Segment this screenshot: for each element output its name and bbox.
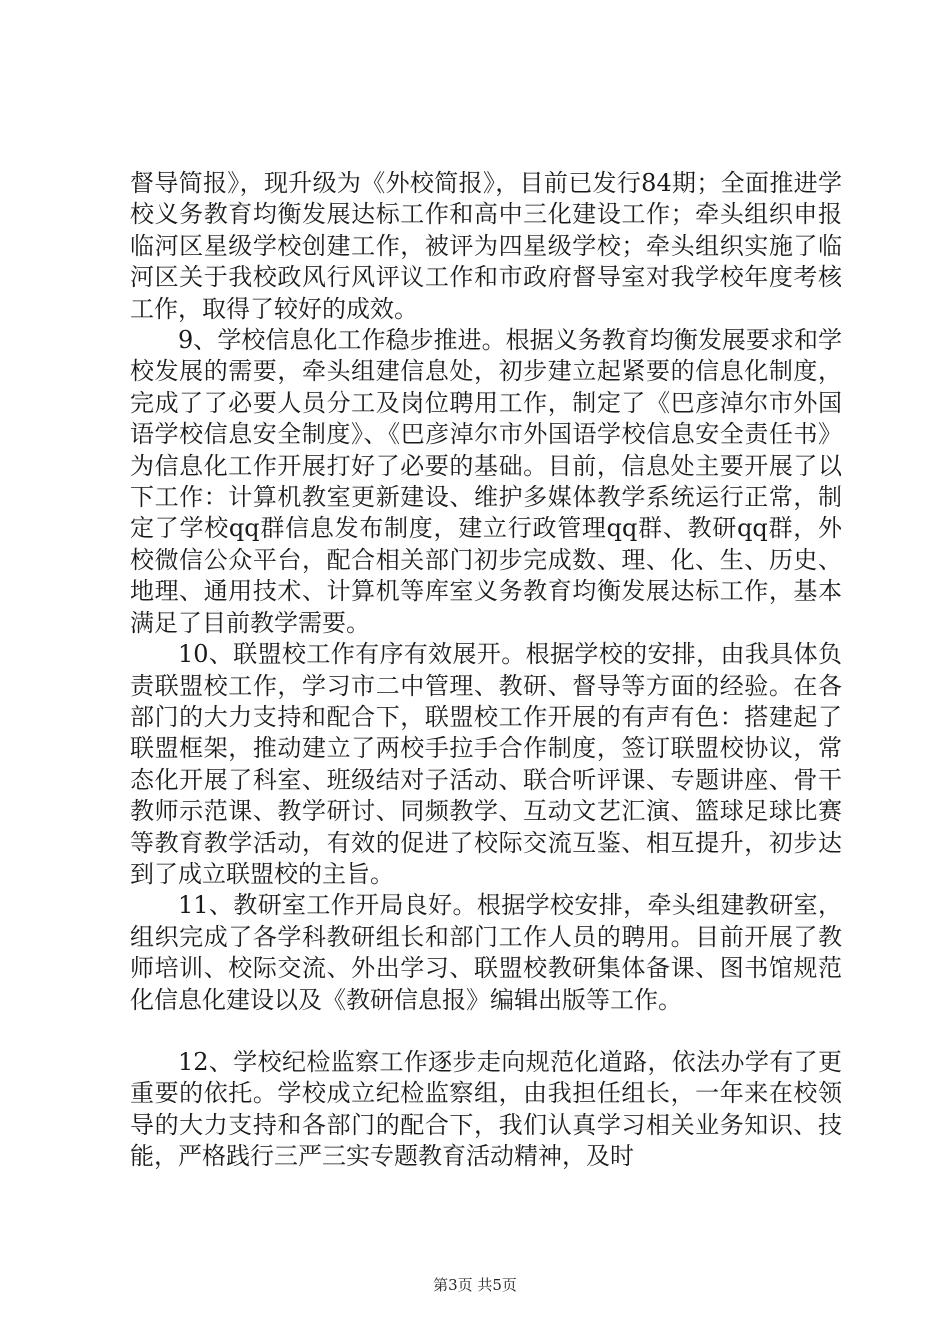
paragraph-item-10: 10、联盟校工作有序有效展开。根据学校的安排，由我具体负责联盟校工作，学习市二中管理、教研、督导等方面的经验。在各部门的大力支持和配合下，联盟校工作开展的有声有色：搭建起了联盟框架，推动建立了两校手拉手合作制度，签订联盟校协议，常态化开展了科室、班级结对子活动、联合听评课、专题讲座、骨干教师示范课、教学研讨、同频教学、互动文艺汇演、篮球足球比赛等教育教学活动，有效的促进了校际交流互鉴、相互提升，初步达到了成立联盟校的主旨。	[130, 640, 842, 888]
paragraph-item-9: 9、学校信息化工作稳步推进。根据义务教育均衡发展要求和学校发展的需要，牵头组建信息处，初步建立起紧要的信息化制度，完成了了必要人员分工及岗位聘用工作，制定了《巴彦淖尔市外国语学校信息安全制度》、《巴彦淖尔市外国语学校信息安全责任书》为信息化工作开展打好了必要的基础。目前，信息处主要开展了以下工作：计算机教室更新建设、维护多媒体教学系统运行正常，制定了学校qq群信息发布制度，建立行政管理qq群、教研qq群，外校微信公众平台，配合相关部门初步完成数、理、化、生、历史、地理、通用技术、计算机等库室义务教育均衡发展达标工作，基本满足了目前教学需要。	[130, 326, 842, 637]
paragraph-item-11: 11、教研室工作开局良好。根据学校安排，牵头组建教研室，组织完成了各学科教研组长和部门工作人员的聘用。目前开展了教师培训、校际交流、外出学习、联盟校教研集体备课、图书馆规范化信息化建设以及《教研信息报》编辑出版等工作。	[130, 891, 842, 1014]
paragraph-continuation: 督导简报》，现升级为《外校简报》，目前已发行84期；全面推进学校义务教育均衡发展达标工作和高中三化建设工作；牵头组织申报临河区星级学校创建工作，被评为四星级学校；牵头组织实施了临河区关于我校政风行风评议工作和市政府督导室对我学校年度考核工作，取得了较好的成效。	[130, 169, 842, 323]
paragraph-item-12: 12、学校纪检监察工作逐步走向规范化道路，依法办学有了更重要的依托。学校成立纪检监察组，由我担任组长，一年来在校领导的大力支持和各部门的配合下，我们认真学习相关业务知识、技能，严格践行三严三实专题教育活动精神，及时	[130, 1047, 842, 1171]
page-number-label: 第3页 共5页	[433, 1276, 517, 1294]
document-body	[130, 168, 842, 1173]
page-footer	[0, 1274, 950, 1295]
paragraph-spacer	[130, 1016, 842, 1047]
